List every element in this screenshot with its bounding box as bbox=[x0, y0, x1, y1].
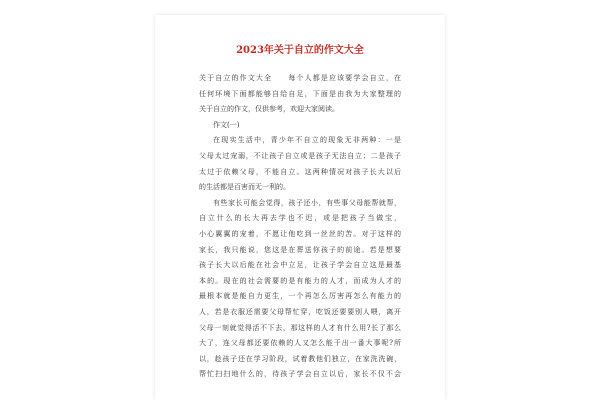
text-line: 孩子长大以后能在社会中立足，让孩子学会自立这是最基 bbox=[199, 261, 401, 270]
text-line: 的生活都是百害而无一利的。 bbox=[199, 183, 290, 192]
text-line: 有些家长可能会觉得，孩子还小，有些事父母能帮就帮， bbox=[213, 198, 401, 207]
text-line: 大了，连父母都还要依赖的人又怎么能干出一番大事呢?所 bbox=[199, 339, 401, 348]
text-line: 小心翼翼的宠着，不愿让他吃到一丝丝的苦。对于这样的 bbox=[199, 229, 401, 238]
document-body bbox=[199, 71, 401, 383]
text-line: 太过于依赖父母，不能自立。这两种情况对孩子长大以后 bbox=[199, 167, 401, 176]
text-line: 关于自立的作文，仅供参考，欢迎大家阅读。 bbox=[199, 105, 339, 114]
text-line: 以，趁孩子还在学习阶段，试着教他们独立，在家洗洗碗， bbox=[199, 354, 401, 363]
document-page bbox=[155, 15, 445, 400]
text-line: 帮忙扫扫地什么的，待孩子学会自立以后，家长不仅不会 bbox=[199, 370, 401, 379]
text-line: 最根本就是能自力更生，一个再怎么厉害再怎么有能力的 bbox=[199, 292, 401, 301]
section-heading: 作文(一) bbox=[213, 120, 240, 129]
text-line: 关于自立的作文大全 每个人都是应该要学会自立，在 bbox=[199, 74, 401, 82]
text-line: 任何环境下面都能够自给自足，下面是由我为大家整理的 bbox=[199, 89, 401, 98]
text-line: 家长，我只能说，您这是在葬送你孩子的前途。若是想要 bbox=[199, 245, 401, 254]
document-title: 2023年关于自立的作文大全 bbox=[236, 45, 364, 56]
text-line: 在现实生活中，青少年不自立的现象无非两种：一是 bbox=[213, 136, 401, 145]
text-line: 自立什么的长大再去学也不迟，或是把孩子当做宝， bbox=[199, 214, 401, 223]
text-line: 人，若是衣服还需要父母帮忙穿，吃饭还要要别人喂，离开 bbox=[199, 307, 401, 316]
text-line: 本的。现在的社会需要的是有能力的人才，而成为人才的 bbox=[199, 276, 401, 285]
text-line: 父母太过宠溺，不让孩子自立或是孩子无法自立；二是孩子 bbox=[199, 151, 401, 160]
text-line: 父母一刻就觉得活不下去，那这样的人才有什么用?长了那么 bbox=[199, 323, 401, 332]
